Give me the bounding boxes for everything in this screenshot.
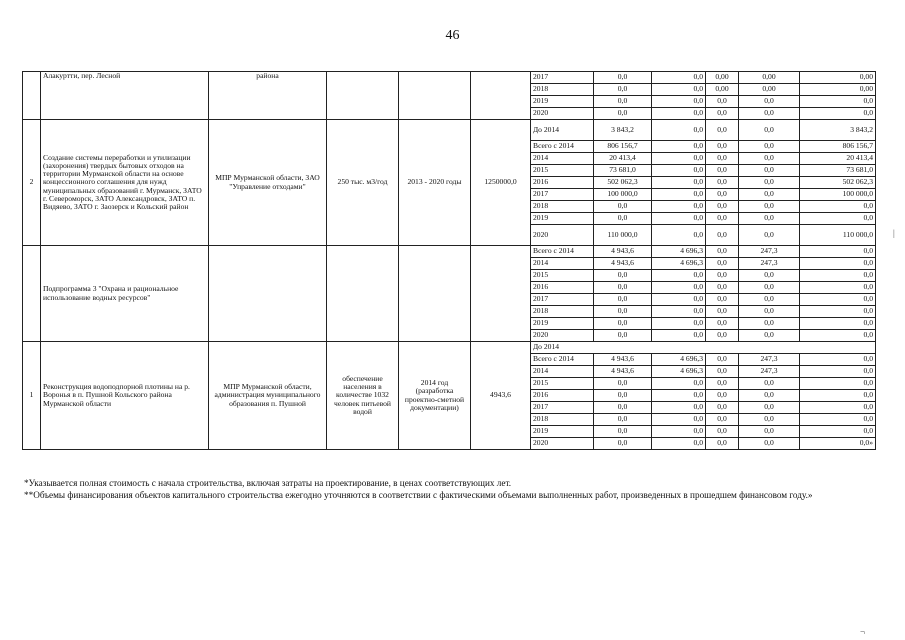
extrabudget-cell: 502 062,3: [800, 177, 876, 189]
extrabudget-cell: 0,0: [800, 246, 876, 258]
extrabudget-cell: 0,0: [800, 366, 876, 378]
total-cell: 0,0: [594, 72, 652, 84]
federal-budget-cell: 0,0: [652, 426, 706, 438]
page-number: 46: [445, 28, 460, 43]
local-budget-cell: 0,0: [739, 96, 800, 108]
federal-budget-cell: 0,0: [652, 318, 706, 330]
total-cell: 0,0: [594, 390, 652, 402]
extrabudget-cell: 0,0: [800, 390, 876, 402]
federal-budget-cell: 4 696,3: [652, 354, 706, 366]
year-cell: 2019: [531, 96, 594, 108]
total-cell: 0,0: [594, 330, 652, 342]
local-budget-cell: 247,3: [739, 354, 800, 366]
total-cell: 0,0: [594, 414, 652, 426]
extrabudget-cell: 806 156,7: [800, 141, 876, 153]
year-cell: 2016: [531, 177, 594, 189]
object-name-cell: Создание системы переработки и утилизации (захоронения) твердых бытовых отходов на территории Мурманской области на основе концессионного соглашения для нужд муниципальных образований г. Мурманск, ЗАТО г. Североморск, ЗАТО Александровск, ЗАТО п. Видяево, ЗАТО г. Заозерск и Кольский район: [41, 120, 209, 246]
total-cell: 73 681,0: [594, 165, 652, 177]
total-cell: 0,0: [594, 438, 652, 450]
year-cell: 2019: [531, 213, 594, 225]
year-cell: 2018: [531, 414, 594, 426]
year-cell: До 2014: [531, 342, 876, 354]
regional-budget-cell: 0,0: [706, 120, 739, 141]
year-cell: 2016: [531, 390, 594, 402]
regional-budget-cell: 0,0: [706, 306, 739, 318]
local-budget-cell: 0,0: [739, 426, 800, 438]
year-cell: Всего с 2014: [531, 354, 594, 366]
extrabudget-cell: 100 000,0: [800, 189, 876, 201]
federal-budget-cell: 0,0: [652, 225, 706, 246]
regional-budget-cell: 0,0: [706, 108, 739, 120]
table-body: [23, 72, 876, 450]
year-cell: До 2014: [531, 120, 594, 141]
object-name-cell: Реконструкция водоподпорной плотины на р. Воронья в п. Пушной Кольского района Мурманской области: [41, 342, 209, 450]
year-cell: 2014: [531, 366, 594, 378]
total-cell: 20 413,4: [594, 153, 652, 165]
scan-mark: ¬: [860, 627, 866, 637]
executor-cell: [209, 246, 327, 342]
federal-budget-cell: 0,0: [652, 96, 706, 108]
regional-budget-cell: 0,0: [706, 354, 739, 366]
extrabudget-cell: 0,0: [800, 270, 876, 282]
local-budget-cell: 0,0: [739, 189, 800, 201]
regional-budget-cell: 0,0: [706, 141, 739, 153]
cost-cell: [471, 72, 531, 120]
year-cell: 2017: [531, 402, 594, 414]
local-budget-cell: 0,0: [739, 108, 800, 120]
total-cell: 0,0: [594, 201, 652, 213]
regional-budget-cell: 0,0: [706, 438, 739, 450]
extrabudget-cell: 0,0: [800, 330, 876, 342]
executor-cell: МПР Мурманской области, ЗАО "Управление отходами": [209, 120, 327, 246]
federal-budget-cell: 0,0: [652, 189, 706, 201]
executor-cell: МПР Мурманской области, администрация муниципального образования п. Пушной: [209, 342, 327, 450]
year-cell: 2017: [531, 72, 594, 84]
local-budget-cell: 0,0: [739, 282, 800, 294]
footnote-total-cost: *Указывается полная стоимость с начала строительства, включая затраты на проектирование, в ценах соответствующих лет.: [24, 478, 512, 488]
extrabudget-cell: 0,0: [800, 378, 876, 390]
federal-budget-cell: 0,0: [652, 201, 706, 213]
federal-budget-cell: 0,0: [652, 120, 706, 141]
year-cell: 2015: [531, 165, 594, 177]
period-cell: 2014 год (разработка проектно-сметной документации): [399, 342, 471, 450]
local-budget-cell: 0,0: [739, 330, 800, 342]
local-budget-cell: 0,0: [739, 177, 800, 189]
total-cell: 806 156,7: [594, 141, 652, 153]
capacity-cell: [327, 72, 399, 120]
total-cell: 4 943,6: [594, 258, 652, 270]
total-cell: 0,0: [594, 213, 652, 225]
total-cell: 4 943,6: [594, 354, 652, 366]
number-cell: 1: [23, 342, 41, 450]
extrabudget-cell: 20 413,4: [800, 153, 876, 165]
extrabudget-cell: 3 843,2: [800, 120, 876, 141]
executor-cell: района: [209, 72, 327, 120]
year-cell: 2020: [531, 225, 594, 246]
local-budget-cell: 0,0: [739, 225, 800, 246]
federal-budget-cell: 0,0: [652, 402, 706, 414]
total-cell: 0,0: [594, 84, 652, 96]
total-cell: 100 000,0: [594, 189, 652, 201]
year-cell: 2019: [531, 318, 594, 330]
capacity-cell: обеспечение населения в количестве 1032 человек питьевой водой: [327, 342, 399, 450]
extrabudget-cell: 0,00: [800, 84, 876, 96]
year-cell: 2020: [531, 330, 594, 342]
financing-table: [22, 71, 876, 450]
capacity-cell: [327, 246, 399, 342]
year-cell: 2015: [531, 378, 594, 390]
regional-budget-cell: 0,0: [706, 177, 739, 189]
cost-cell: [471, 246, 531, 342]
regional-budget-cell: 0,0: [706, 270, 739, 282]
total-cell: 0,0: [594, 306, 652, 318]
object-name-cell: Алакуртти, пер. Лесной: [41, 72, 209, 120]
regional-budget-cell: 0,0: [706, 366, 739, 378]
regional-budget-cell: 0,00: [706, 84, 739, 96]
year-cell: 2016: [531, 282, 594, 294]
year-cell: 2014: [531, 153, 594, 165]
local-budget-cell: 0,0: [739, 414, 800, 426]
total-cell: 110 000,0: [594, 225, 652, 246]
federal-budget-cell: 0,0: [652, 294, 706, 306]
cost-cell: 1250000,0: [471, 120, 531, 246]
table-row: [23, 246, 876, 258]
regional-budget-cell: 0,0: [706, 390, 739, 402]
total-cell: 0,0: [594, 282, 652, 294]
total-cell: 0,0: [594, 270, 652, 282]
federal-budget-cell: 4 696,3: [652, 258, 706, 270]
local-budget-cell: 247,3: [739, 366, 800, 378]
extrabudget-cell: 0,0: [800, 213, 876, 225]
extrabudget-cell: 0,0: [800, 294, 876, 306]
total-cell: 0,0: [594, 108, 652, 120]
capacity-cell: 250 тыс. м3/год: [327, 120, 399, 246]
local-budget-cell: 0,0: [739, 270, 800, 282]
total-cell: 0,0: [594, 96, 652, 108]
federal-budget-cell: 0,0: [652, 165, 706, 177]
year-cell: 2020: [531, 438, 594, 450]
extrabudget-cell: 110 000,0: [800, 225, 876, 246]
extrabudget-cell: 0,0: [800, 306, 876, 318]
total-cell: 0,0: [594, 294, 652, 306]
year-cell: 2017: [531, 189, 594, 201]
local-budget-cell: 0,0: [739, 120, 800, 141]
table-row: [23, 72, 876, 84]
regional-budget-cell: 0,0: [706, 378, 739, 390]
local-budget-cell: 0,0: [739, 306, 800, 318]
year-cell: 2020: [531, 108, 594, 120]
local-budget-cell: 0,0: [739, 402, 800, 414]
federal-budget-cell: 4 696,3: [652, 366, 706, 378]
regional-budget-cell: 0,0: [706, 294, 739, 306]
cost-cell: 4943,6: [471, 342, 531, 450]
year-cell: 2017: [531, 294, 594, 306]
regional-budget-cell: 0,00: [706, 72, 739, 84]
regional-budget-cell: 0,0: [706, 201, 739, 213]
extrabudget-cell: 0,0: [800, 201, 876, 213]
local-budget-cell: 0,0: [739, 390, 800, 402]
extrabudget-cell: 73 681,0: [800, 165, 876, 177]
local-budget-cell: 0,0: [739, 153, 800, 165]
extrabudget-cell: 0,0: [800, 318, 876, 330]
regional-budget-cell: 0,0: [706, 330, 739, 342]
local-budget-cell: 247,3: [739, 258, 800, 270]
regional-budget-cell: 0,0: [706, 165, 739, 177]
federal-budget-cell: 0,0: [652, 438, 706, 450]
total-cell: 4 943,6: [594, 246, 652, 258]
footnote-financing-volumes: **Объемы финансирования объектов капитального строительства ежегодно уточняются в соответствии с фактическими объемами выполненных работ, произведенных в прошедшем финансовом году.»: [24, 489, 813, 500]
federal-budget-cell: 0,0: [652, 330, 706, 342]
number-cell: 2: [23, 120, 41, 246]
regional-budget-cell: 0,0: [706, 213, 739, 225]
regional-budget-cell: 0,0: [706, 225, 739, 246]
table-row: [23, 120, 876, 141]
total-cell: 502 062,3: [594, 177, 652, 189]
regional-budget-cell: 0,0: [706, 153, 739, 165]
local-budget-cell: 0,00: [739, 84, 800, 96]
local-budget-cell: 0,0: [739, 141, 800, 153]
federal-budget-cell: 0,0: [652, 390, 706, 402]
period-cell: 2013 - 2020 годы: [399, 120, 471, 246]
local-budget-cell: 247,3: [739, 246, 800, 258]
regional-budget-cell: 0,0: [706, 189, 739, 201]
extrabudget-cell: 0,0»: [800, 438, 876, 450]
year-cell: 2014: [531, 258, 594, 270]
total-cell: 3 843,2: [594, 120, 652, 141]
total-cell: 0,0: [594, 378, 652, 390]
regional-budget-cell: 0,0: [706, 96, 739, 108]
federal-budget-cell: 0,0: [652, 177, 706, 189]
total-cell: 0,0: [594, 402, 652, 414]
extrabudget-cell: 0,0: [800, 354, 876, 366]
number-cell: [23, 72, 41, 120]
extrabudget-cell: 0,0: [800, 258, 876, 270]
federal-budget-cell: 0,0: [652, 72, 706, 84]
year-cell: 2018: [531, 306, 594, 318]
year-cell: 2018: [531, 84, 594, 96]
federal-budget-cell: 0,0: [652, 282, 706, 294]
footnotes: [24, 478, 884, 502]
federal-budget-cell: 0,0: [652, 378, 706, 390]
subprogram-name-cell: Подпрограмма 3 "Охрана и рациональное использование водных ресурсов": [41, 246, 209, 342]
local-budget-cell: 0,0: [739, 201, 800, 213]
federal-budget-cell: 0,0: [652, 270, 706, 282]
federal-budget-cell: 0,0: [652, 213, 706, 225]
total-cell: 0,0: [594, 426, 652, 438]
local-budget-cell: 0,0: [739, 294, 800, 306]
regional-budget-cell: 0,0: [706, 282, 739, 294]
year-cell: 2019: [531, 426, 594, 438]
extrabudget-cell: 0,0: [800, 282, 876, 294]
federal-budget-cell: 0,0: [652, 306, 706, 318]
table-row: [23, 342, 876, 354]
federal-budget-cell: 0,0: [652, 414, 706, 426]
federal-budget-cell: 4 696,3: [652, 246, 706, 258]
regional-budget-cell: 0,0: [706, 246, 739, 258]
regional-budget-cell: 0,0: [706, 402, 739, 414]
local-budget-cell: 0,0: [739, 318, 800, 330]
federal-budget-cell: 0,0: [652, 141, 706, 153]
extrabudget-cell: 0,0: [800, 414, 876, 426]
local-budget-cell: 0,0: [739, 165, 800, 177]
regional-budget-cell: 0,0: [706, 318, 739, 330]
regional-budget-cell: 0,0: [706, 426, 739, 438]
federal-budget-cell: 0,0: [652, 153, 706, 165]
regional-budget-cell: 0,0: [706, 414, 739, 426]
federal-budget-cell: 0,0: [652, 108, 706, 120]
regional-budget-cell: 0,0: [706, 258, 739, 270]
period-cell: [399, 72, 471, 120]
extrabudget-cell: 0,00: [800, 72, 876, 84]
local-budget-cell: 0,0: [739, 378, 800, 390]
extrabudget-cell: 0,0: [800, 96, 876, 108]
scan-mark: |: [893, 228, 895, 238]
year-cell: Всего с 2014: [531, 141, 594, 153]
total-cell: 0,0: [594, 318, 652, 330]
extrabudget-cell: 0,0: [800, 108, 876, 120]
local-budget-cell: 0,00: [739, 72, 800, 84]
period-cell: [399, 246, 471, 342]
local-budget-cell: 0,0: [739, 213, 800, 225]
year-cell: Всего с 2014: [531, 246, 594, 258]
total-cell: 4 943,6: [594, 366, 652, 378]
year-cell: 2015: [531, 270, 594, 282]
extrabudget-cell: 0,0: [800, 402, 876, 414]
federal-budget-cell: 0,0: [652, 84, 706, 96]
year-cell: 2018: [531, 201, 594, 213]
number-cell: [23, 246, 41, 342]
local-budget-cell: 0,0: [739, 438, 800, 450]
extrabudget-cell: 0,0: [800, 426, 876, 438]
